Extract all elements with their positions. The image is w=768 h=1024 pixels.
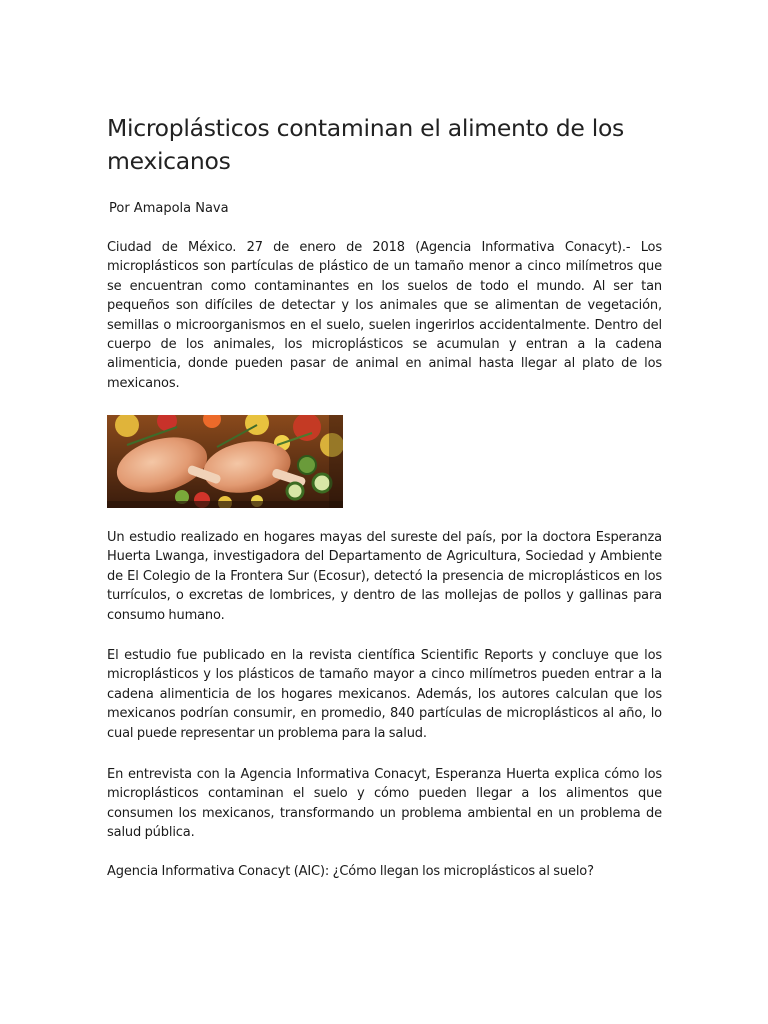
- roasted-chicken-photo: [107, 415, 343, 508]
- interview-question: Agencia Informativa Conacyt (AIC): ¿Cómo llegan los microplásticos al suelo?: [107, 864, 594, 879]
- paragraph-publication: El estudio fue publicado en la revista científica Scientific Reports y concluye que los microplásticos y los plásticos de tamaño mayor a cinco milímetros pueden entrar a la cadena alimenticia de los hogares mexicanos. Además, los autores calculan que los mexicanos podrían consumir, en promedio, 840 partículas de microplásticos al año, lo cual puede representar un problema para la salud.: [107, 648, 662, 741]
- paragraph-intro: Ciudad de México. 27 de enero de 2018 (Agencia Informativa Conacyt).- Los microplásticos son partículas de plástico de un tamaño menor a cinco milímetros que se encuentran como contaminantes en los suelos de todo el mundo. Al ser tan pequeños son difíciles de detectar y los animales que se alimentan de vegetación, semillas o microorganismos en el suelo, suelen ingerirlos accidentalmente. Dentro del cuerpo de los animales, los microplásticos se acumulan y entran a la cadena alimenticia, donde pueden pasar de animal en animal hasta llegar al plato de los mexicanos.: [107, 240, 662, 391]
- paragraph-study: Un estudio realizado en hogares mayas del sureste del país, por la doctora Esperanza Huerta Lwanga, investigadora del Departamento de Agricultura, Sociedad y Ambiente de El Colegio de la Frontera Sur (Ecosur), detectó la presencia de microplásticos en los turrículos, o excretas de lombrices, y dentro de las mollejas de pollos y gallinas para consumo humano.: [107, 530, 662, 623]
- byline: Por Amapola Nava: [109, 201, 229, 216]
- paragraph-interview: En entrevista con la Agencia Informativa Conacyt, Esperanza Huerta explica cómo los microplásticos contaminan el suelo y cómo pueden llegar a los alimentos que consumen los mexicanos, transformando un problema ambiental en un problema de salud pública.: [107, 767, 662, 841]
- article-title: Microplásticos contaminan el alimento de los mexicanos: [107, 114, 624, 175]
